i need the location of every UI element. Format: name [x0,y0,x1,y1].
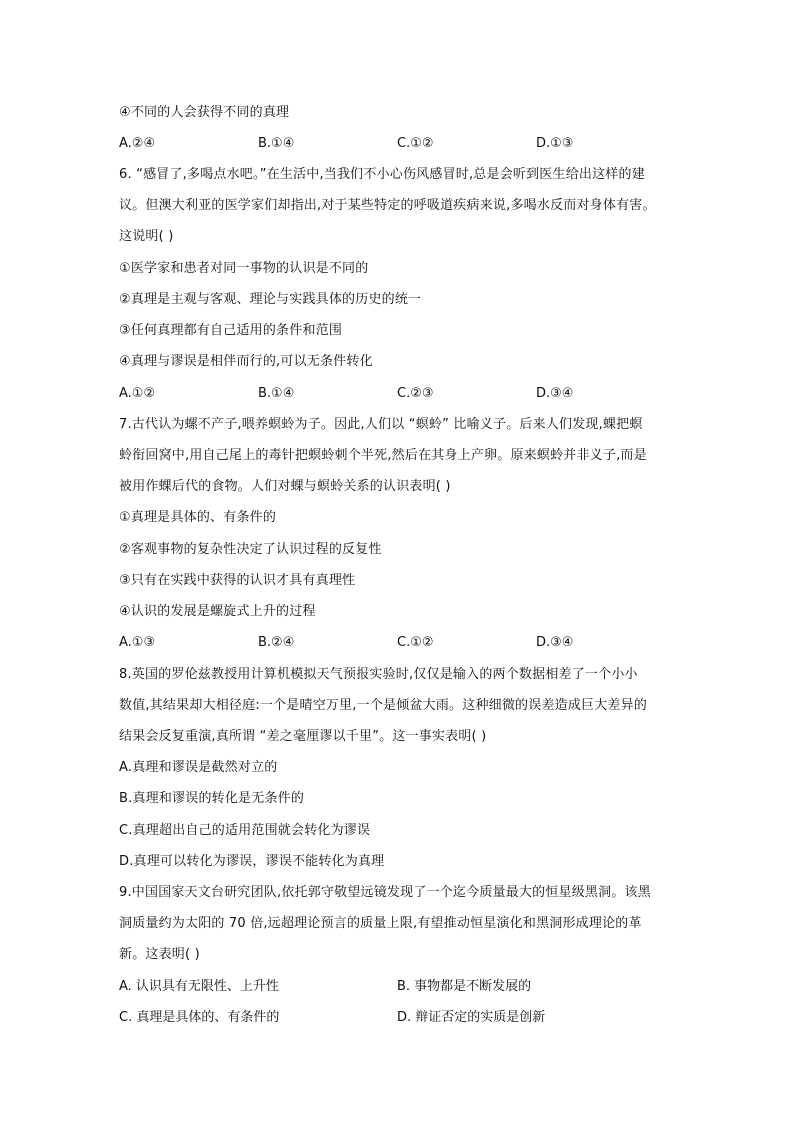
q9-stem-line: 新。这表明( ) [119,947,200,962]
q8-stem-line: 8.英国的罗伦兹教授用计算机模拟天气预报实验时,仅仅是输入的两个数据相差了一个小小 [119,667,638,682]
q8-option-d: D.真理可以转化为谬误，谬误不能转化为真理 [119,854,385,869]
q9-option-a: A. 认识具有无限性、上升性 [119,979,279,994]
q7-item: ①真理是具体的、有条件的 [119,510,277,525]
q6-stem-line: 议。但澳大利亚的医学家们却指出,对于某些特定的呼吸道疾病来说,多喝水反而对身体有害。 [119,198,656,213]
q6-option-c: C.②③ [397,386,434,401]
q9-stem-line: 9.中国国家天文台研究团队,依托郭守敬望远镜发现了一个迄今质量最大的恒星级黑洞。该黑 [119,885,651,900]
q8-option-b: B.真理和谬误的转化是无条件的 [119,791,305,806]
q5-option-d: D.①③ [536,136,574,151]
q9-option-c: C. 真理是具体的、有条件的 [119,1010,280,1025]
q5-option-c: C.①② [397,136,434,151]
q9-option-b: B. 事物都是不断发展的 [397,979,532,994]
q6-item: ②真理是主观与客观、理论与实践具体的历史的统一 [119,292,422,307]
q8-stem-line: 结果会反复重演,真所谓 “差之毫厘谬以千里”。这一事实表明( ) [119,729,487,744]
q9-option-d: D. 辩证否定的实质是创新 [397,1010,546,1025]
q6-option-b: B.①④ [258,386,295,401]
q5-option-a: A.②④ [119,136,156,151]
q7-option-a: A.①③ [119,635,156,650]
q7-item: ④认识的发展是螺旋式上升的过程 [119,604,316,619]
q8-stem-line: 数值,其结果却大相径庭:一个是晴空万里,一个是倾盆大雨。这种细微的误差造成巨大差异的 [119,698,648,713]
q5-item-4: ④不同的人会获得不同的真理 [119,105,290,120]
q7-stem-line: 被用作蜾后代的食物。人们对蜾与螟蛉关系的认识表明( ) [119,479,451,494]
q6-stem-line: 这说明( ) [119,229,174,244]
q7-option-c: C.①② [397,635,434,650]
q6-stem-line: 6. “感冒了,多喝点水吧。”在生活中,当我们不小心伤风感冒时,总是会听到医生给出这样的建 [119,167,645,182]
q6-option-a: A.①② [119,386,156,401]
q6-item: ④真理与谬误是相伴而行的,可以无条件转化 [119,354,373,369]
q6-item: ③任何真理都有自己适用的条件和范围 [119,323,343,338]
q8-option-a: A.真理和谬误是截然对立的 [119,760,278,775]
q7-item: ②客观事物的复杂性决定了认识过程的反复性 [119,542,382,557]
q7-option-b: B.②④ [258,635,295,650]
q8-option-c: C.真理超出自己的适用范围就会转化为谬误 [119,823,371,838]
q7-stem-line: 蛉衔回窝中,用自己尾上的毒针把螟蛉刺个半死,然后在其身上产卵。原来螟蛉并非义子,而是 [119,448,647,463]
q6-item: ①医学家和患者对同一事物的认识是不同的 [119,261,369,276]
q6-option-d: D.③④ [536,386,574,401]
q7-item: ③只有在实践中获得的认识才具有真理性 [119,573,356,588]
q9-stem-line: 洞质量约为太阳的 70 倍,远超理论预言的质量上限,有望推动恒星演化和黑洞形成理论的革 [119,916,642,931]
q5-option-b: B.①④ [258,136,295,151]
q7-option-d: D.③④ [536,635,574,650]
q7-stem-line: 7.古代认为螺不产子,喂养螟蛉为子。因此,人们以 “螟蛉” 比喻义子。后来人们发现,蜾把螟 [119,417,643,432]
